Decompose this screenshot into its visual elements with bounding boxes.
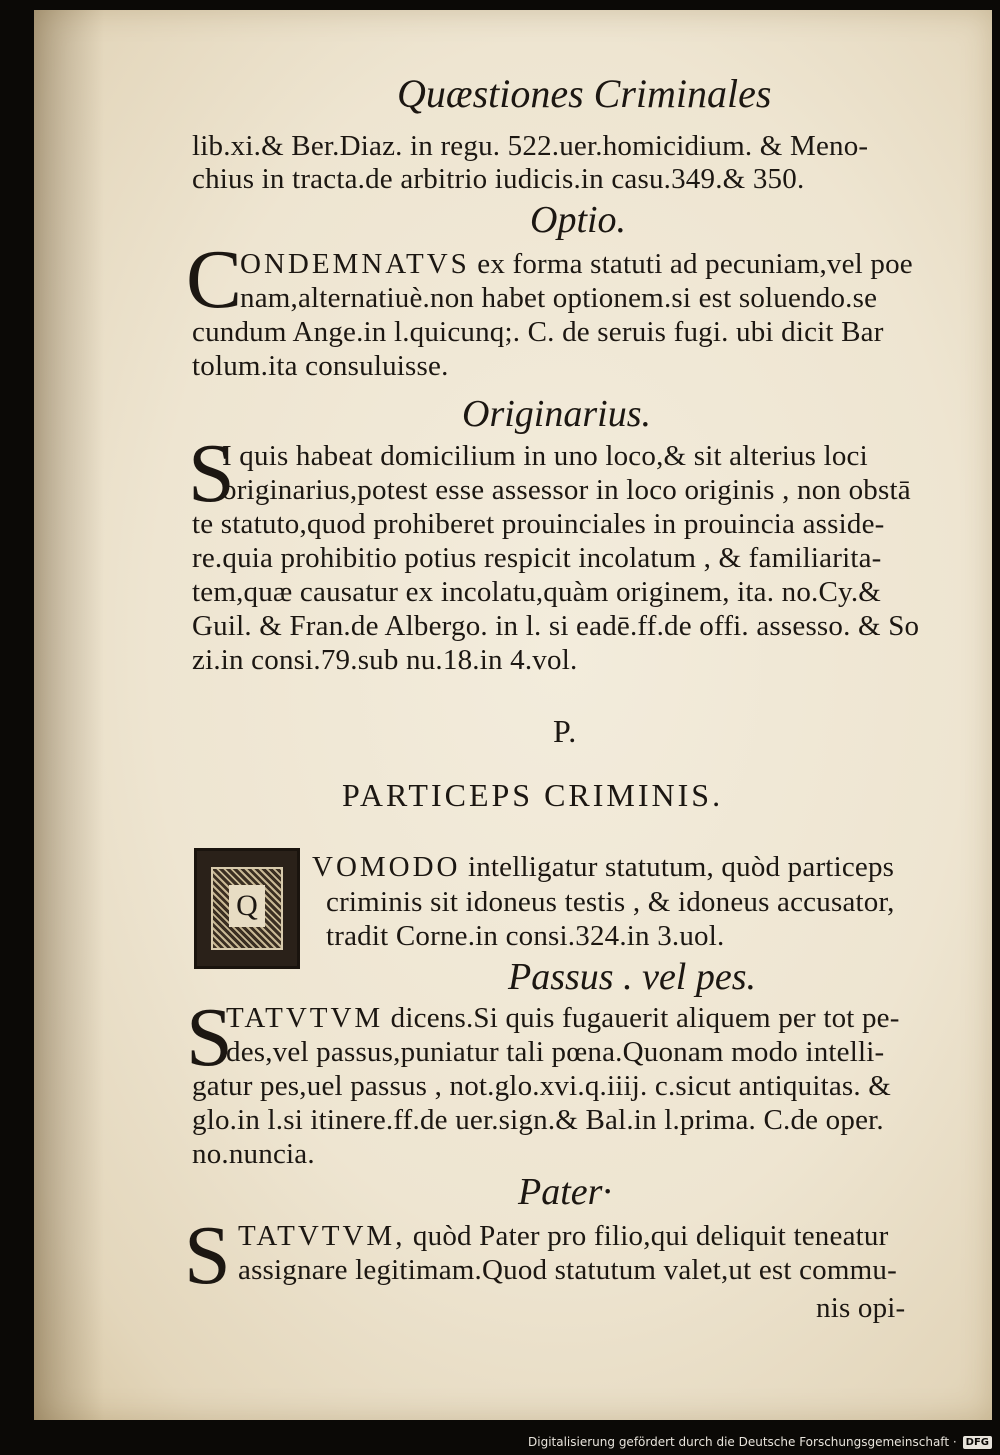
text-line: I quis habeat domicilium in uno loco,& sit alterius loci	[222, 440, 868, 472]
woodcut-letter: Q	[229, 885, 265, 927]
text-line: originarius,potest esse assessor in loco originis , non obstā	[222, 474, 911, 506]
initial-letter: C	[186, 233, 243, 326]
woodcut-initial	[194, 848, 300, 969]
footer-text: Digitalisierung gefördert durch die Deutsche Forschungsgemeinschaft ·	[528, 1435, 957, 1449]
line-text: ex forma statuti ad pecuniam,vel poe	[469, 248, 913, 280]
text-line: tradit Corne.in consi.324.in 3.uol.	[326, 920, 725, 952]
running-head: Quæstiones Criminales	[397, 71, 772, 116]
text-line: te statuto,quod prohiberet prouinciales in prouincia asside-	[192, 508, 885, 540]
text-line: tem,quæ causatur ex incolatu,quàm originem, ita. no.Cy.&	[192, 576, 882, 608]
book-page	[34, 10, 992, 1420]
section-letter: P.	[553, 713, 578, 749]
text-line: gatur pes,uel passus , not.glo.xvi.q.iiij. c.sicut antiquitas. &	[192, 1070, 892, 1102]
section-title: PARTICEPS CRIMINIS.	[342, 777, 724, 813]
initial-letter: S	[186, 991, 233, 1084]
entry-heading-pater: Pater·	[518, 1171, 612, 1213]
small-caps-word: ONDEMNATVS	[240, 248, 470, 280]
small-caps-word: TATVTVM	[226, 1002, 384, 1034]
entry-heading-optio: Optio.	[530, 199, 627, 241]
line-text: intelligatur statutum, quòd particeps	[460, 851, 895, 883]
initial-letter: S	[184, 1209, 231, 1302]
small-caps-word: TATVTVM,	[238, 1220, 406, 1252]
entry-heading-originarius: Originarius.	[462, 393, 651, 435]
dfg-logo: DFG	[963, 1436, 992, 1449]
entry-heading-passus: Passus . vel pes.	[508, 956, 757, 998]
text-line: cundum Ange.in l.quicunq;. C. de seruis fugi. ubi dicit Bar	[192, 316, 884, 348]
line-text: quòd Pater pro filio,qui deliquit teneatur	[405, 1220, 889, 1252]
text-line: chius in tracta.de arbitrio iudicis.in casu.349.& 350.	[192, 163, 805, 195]
text-line: glo.in l.si itinere.ff.de uer.sign.& Bal.in l.prima. C.de oper.	[192, 1104, 884, 1136]
text-line: tolum.ita consuluisse.	[192, 350, 449, 382]
text-line: assignare legitimam.Quod statutum valet,ut est commu-	[238, 1254, 897, 1286]
text-line	[312, 851, 894, 884]
line-text: dicens.Si quis fugauerit aliquem per tot pe-	[383, 1002, 900, 1034]
initial-letter: S	[188, 427, 235, 520]
text-line: des,vel passus,puniatur tali pœna.Quonam modo intelli-	[226, 1036, 885, 1068]
text-line: criminis sit idoneus testis , & idoneus accusator,	[326, 886, 895, 918]
small-caps-word: VOMODO	[312, 851, 461, 883]
text-line: no.nuncia.	[192, 1138, 315, 1170]
text-line: zi.in consi.79.sub nu.18.in 4.vol.	[192, 644, 578, 676]
text-line: re.quia prohibitio potius respicit incolatum , & familiarita-	[192, 542, 882, 574]
text-line: nam,alternatiuè.non habet optionem.si est soluendo.se	[240, 282, 878, 314]
text-line: Guil. & Fran.de Albergo. in l. si eadē.ff.de offi. assesso. & So	[192, 610, 920, 642]
catchword: nis opi-	[816, 1292, 906, 1324]
page-gutter-shadow	[34, 10, 104, 1420]
text-line	[240, 248, 913, 281]
text-line	[226, 1002, 900, 1035]
digitization-footer	[528, 1435, 992, 1449]
text-line: lib.xi.& Ber.Diaz. in regu. 522.uer.homicidium. & Meno-	[192, 130, 869, 162]
text-line	[238, 1220, 888, 1253]
